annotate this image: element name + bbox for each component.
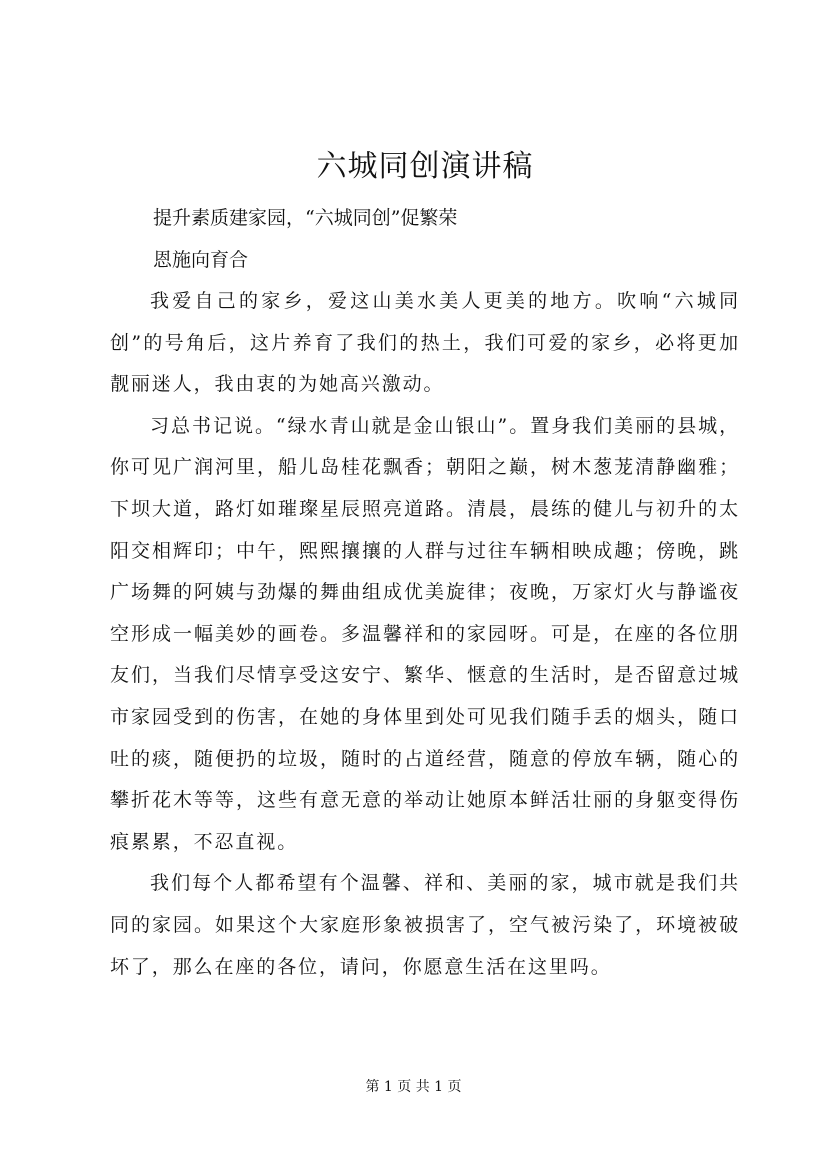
- document-author: 恩施向育合: [153, 249, 249, 271]
- document-body: [110, 145, 740, 988]
- document-subtitle: 提升素质建家园，“六城同创”促繁荣: [153, 207, 458, 229]
- document-title: 六城同创演讲稿: [316, 149, 534, 184]
- paragraph-3: 我们每个人都希望有个温馨、祥和、美丽的家，城市就是我们共同的家园。如果这个大家庭形象被损害了，空气被污染了，环境被破坏了，那么在座的各位，请问，你愿意生活在这里吗。: [110, 872, 740, 978]
- page-footer: 第 1 页 共 1 页: [365, 1079, 462, 1095]
- paragraph-2: 习总书记说。“绿水青山就是金山银山”。置身我们美丽的县城，你可见广润河里，船儿岛桂花飘香；朝阳之巅，树木葱茏清静幽雅；下坝大道，路灯如璀璨星辰照亮道路。清晨，晨练的健儿与初升的太阳交相辉印；中午，熙熙攘攘的人群与过往车辆相映成趣；傍晚，跳广场舞的阿姨与劲爆的舞曲组成优美旋律；夜晚，万家灯火与静谧夜空形成一幅美妙的画卷。多温馨祥和的家园呀。可是，在座的各位朋友们，当我们尽情享受这安宁、繁华、惬意的生活时，是否留意过城市家园受到的伤害，在她的身体里到处可见我们随手丢的烟头，随口吐的痰，随便扔的垃圾，随时的占道经营，随意的停放车辆，随心的攀折花木等等，这些有意无意的举动让她原本鲜活壮丽的身躯变得伤痕累累，不忍直视。: [110, 414, 740, 853]
- paragraph-1: 我爱自己的家乡，爱这山美水美人更美的地方。吹响“六城同创”的号角后，这片养育了我们的热土，我们可爱的家乡，必将更加靓丽迷人，我由衷的为她高兴激动。: [110, 290, 740, 396]
